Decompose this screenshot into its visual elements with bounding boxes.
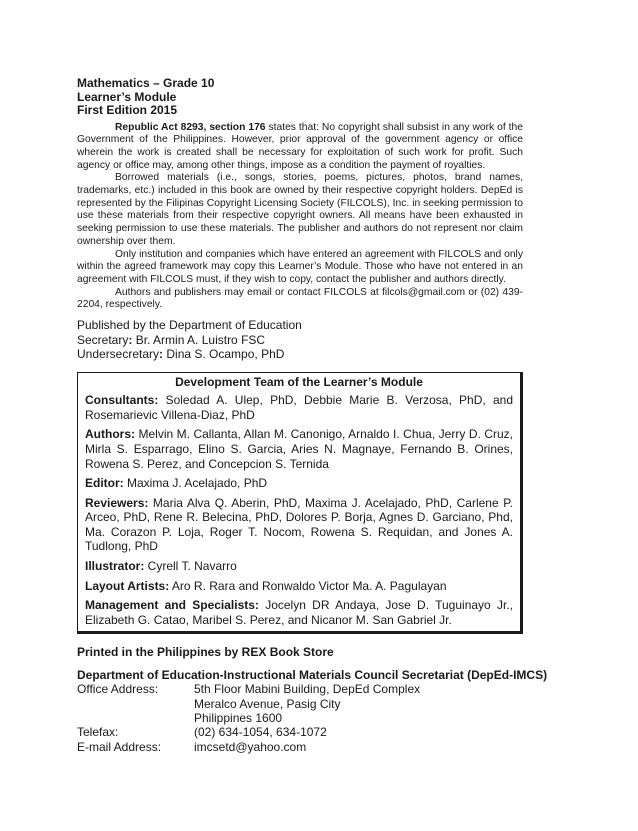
office-address-line: Meralco Avenue, Pasig City xyxy=(194,696,341,711)
published-by: Published by the Department of Education xyxy=(77,318,302,333)
copyright-paragraph-4: Authors and publishers may email or contact FILCOLS at filcols@gmail.com or (02) 439-2204, respectively. xyxy=(77,286,523,311)
copyright-paragraph-1-text: states that: No copyright shall subsist in any work of the Government of the Philippines. However, prior approval of the government agency or office wherein the work is created shall be necessary for exploitation of such work for profit. Such agency or office may, among other things, impose as a condition the payment of royalties. xyxy=(77,121,523,171)
team-role-label: Authors: xyxy=(85,427,135,442)
team-heading: Development Team of the Learner’s Module xyxy=(175,374,423,389)
copyright-paragraph-2: Borrowed materials (i.e., songs, stories, poems, pictures, photos, brand names, trademarks, etc.) included in this book are owned by their respective copyright holders. DepEd is represented by the Filipinas Copyright Licensing Society (FILCOLS), Inc. in seeking permission to use these materials from their respective copyright owners. All means have been exhausted in seeking permission to use these materials. The publisher and authors do not represent nor claim ownership over them. xyxy=(77,172,523,247)
telefax-value: (02) 634-1054, 634-1072 xyxy=(194,725,327,740)
team-entry-reviewers xyxy=(85,496,513,554)
printer-credit: Printed in the Philippines by REX Book Store xyxy=(77,645,334,660)
email-value: imcsetd@yahoo.com xyxy=(194,739,307,754)
copyright-paragraph-3: Only institution and companies which have entered an agreement with FILCOLS and only within the agreed framework may copy this Learner’s Module. Those who have not entered in an agreement with FILCOLS must, if they wish to copy, contact the publisher and authors directly. xyxy=(77,248,523,285)
office-address-row xyxy=(77,682,523,725)
office-address-line: 5th Floor Mabini Building, DepEd Complex xyxy=(194,682,421,697)
contact-block xyxy=(77,682,523,753)
team-role-label: Layout Artists: xyxy=(85,578,170,593)
team-role-label: Illustrator: xyxy=(85,559,145,574)
development-team-box xyxy=(77,372,523,635)
copyright-notice xyxy=(77,122,523,313)
subject-title: Mathematics – Grade 10 xyxy=(77,76,215,90)
module-title: Learner’s Module xyxy=(77,89,177,104)
team-entry-illustrator xyxy=(85,559,513,574)
edition-title: First Edition 2015 xyxy=(77,103,178,117)
undersecretary-label: Undersecretary xyxy=(77,347,160,362)
secretary-label: Secretary xyxy=(77,332,129,347)
team-role-label: Reviewers: xyxy=(85,495,149,510)
team-members: Aro R. Rara and Ronwaldo Victor Ma. A. Pagulayan xyxy=(169,578,447,593)
undersecretary-colon: : xyxy=(159,347,164,362)
publisher-info xyxy=(77,318,523,362)
department-heading: Department of Education-Instructional Materials Council Secretariat (DepEd-IMCS) xyxy=(77,668,548,683)
team-entry-management xyxy=(85,598,513,627)
copyright-page xyxy=(77,76,548,754)
team-members: Maria Alva Q. Aberin, PhD, Maxima J. Acelajado, PhD, Carlene P. Arceo, PhD, Rene R. Belecina, PhD, Dolores P. Borja, Agnes D. Garciano, Phd, Ma. Corazon P. Loja, Roger T. Nocom, Rowena S. Requidan, and Jones A. Tudlong, PhD xyxy=(85,495,513,554)
undersecretary-name: Dina S. Ocampo, PhD xyxy=(163,347,285,362)
team-entry-consultants xyxy=(85,393,513,422)
republic-act-reference: Republic Act 8293, section 176 xyxy=(115,121,266,133)
secretary-name: Br. Armin A. Luistro FSC xyxy=(132,332,266,347)
team-role-label: Consultants: xyxy=(85,393,159,408)
team-members: Jocelyn DR Andaya, Jose D. Tuguinayo Jr., Elizabeth G. Catao, Maribel S. Perez, and Nicanor M. San Gabriel Jr. xyxy=(85,598,513,627)
title-block xyxy=(77,77,523,118)
email-row xyxy=(77,740,523,754)
team-members: Cyrell T. Navarro xyxy=(144,559,237,574)
office-address-line: Philippines 1600 xyxy=(194,711,283,726)
telefax-label: Telefax: xyxy=(77,725,119,740)
team-role-label: Editor: xyxy=(85,476,124,491)
team-members: Maxima J. Acelajado, PhD xyxy=(123,476,268,491)
email-label: E-mail Address: xyxy=(77,739,162,754)
team-entry-editor xyxy=(85,476,513,491)
secretary-colon: : xyxy=(128,332,133,347)
team-members: Soledad A. Ulep, PhD, Debbie Marie B. Verzosa, PhD, and Rosemarievic Villena-Diaz, PhD xyxy=(85,393,513,422)
copyright-paragraph-1 xyxy=(77,122,523,173)
office-address-label: Office Address: xyxy=(77,682,159,697)
undersecretary-line xyxy=(77,347,523,362)
team-entry-authors xyxy=(85,427,513,471)
team-members: Melvin M. Callanta, Allan M. Canonigo, Arnaldo I. Chua, Jerry D. Cruz, Mirla S. Esparrago, Elino S. Garcia, Aries N. Magnaye, Fernando B. Orines, Rowena S. Perez, and Concepcion S. Ternida xyxy=(85,427,513,471)
secretary-line xyxy=(77,333,523,348)
team-role-label: Management and Specialists: xyxy=(85,598,259,613)
telefax-row xyxy=(77,725,523,739)
office-address-value xyxy=(194,682,523,725)
team-entry-layout-artists xyxy=(85,579,513,594)
